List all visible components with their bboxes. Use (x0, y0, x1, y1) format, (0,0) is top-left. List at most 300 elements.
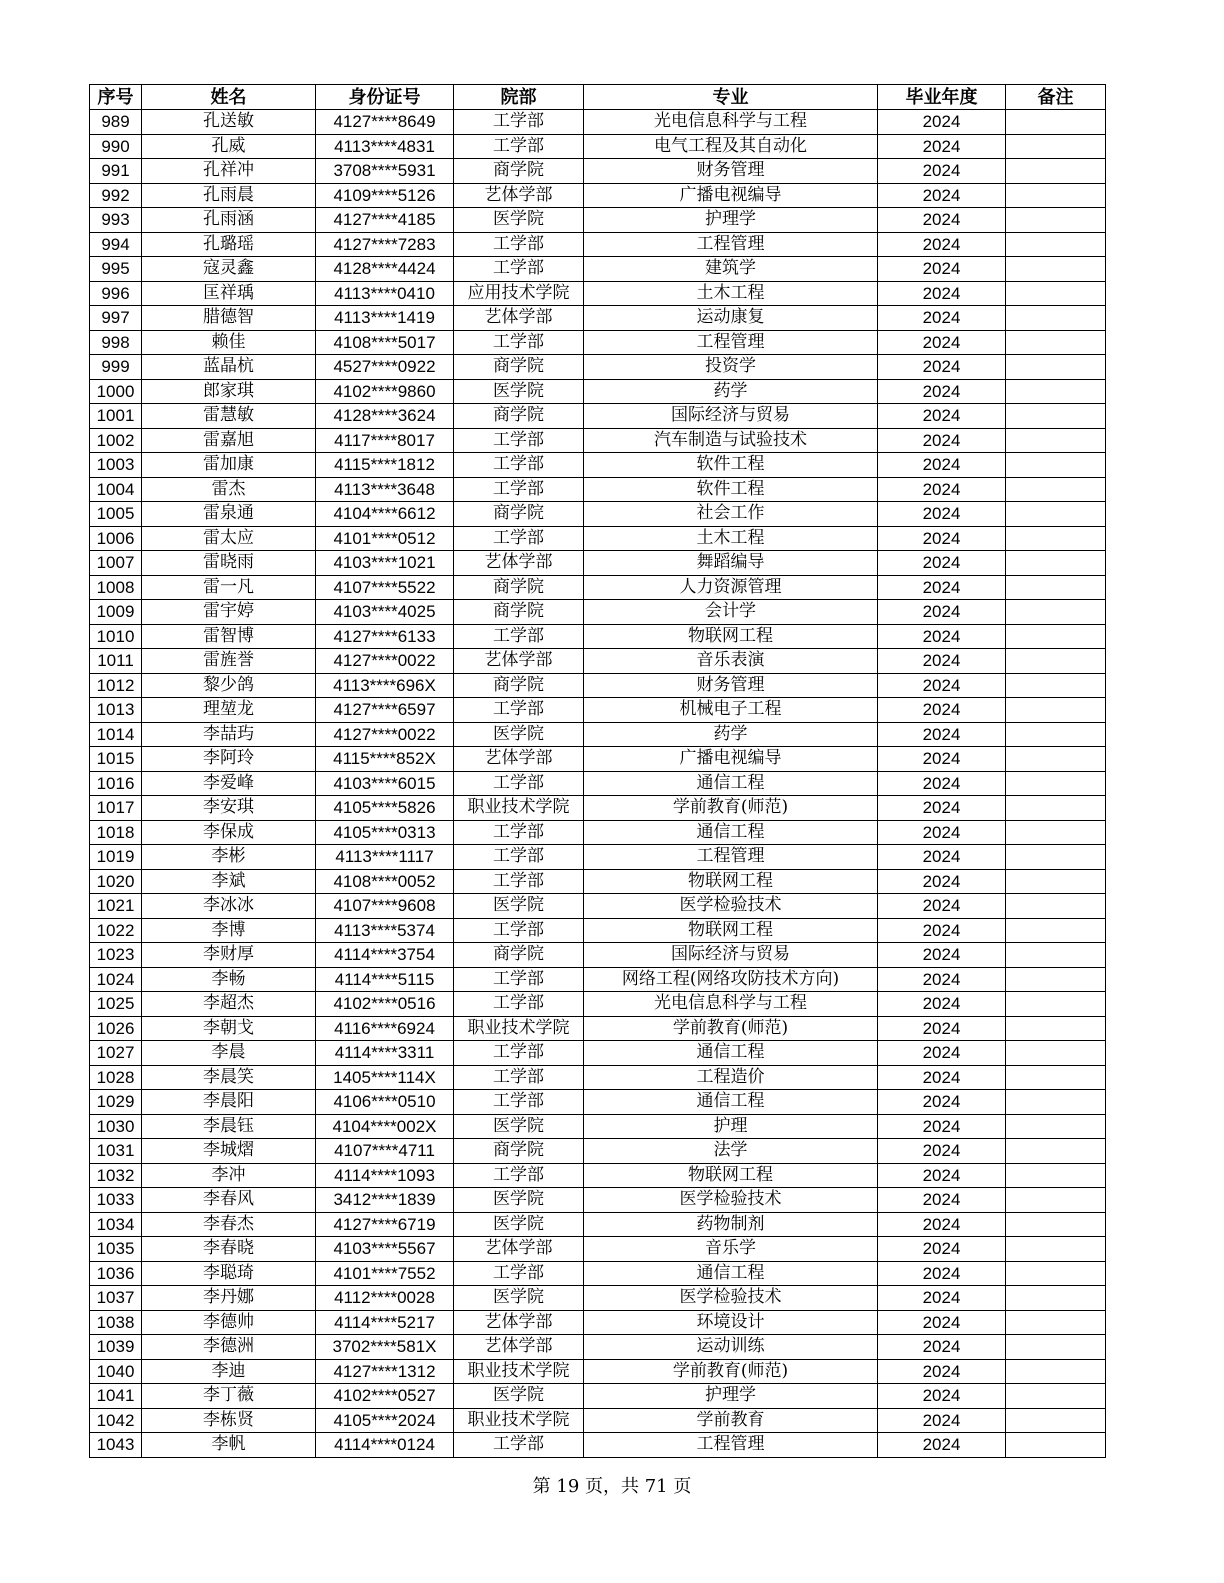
id-number-cell: 4112****0028 (316, 1286, 454, 1311)
table-row (90, 110, 1106, 135)
id-number-cell: 4113****1117 (316, 845, 454, 870)
major-cell: 音乐表演 (584, 649, 878, 674)
remarks-cell (1006, 1163, 1106, 1188)
remarks-cell (1006, 1090, 1106, 1115)
id-number-cell: 4115****852X (316, 747, 454, 772)
major-cell: 舞蹈编导 (584, 551, 878, 576)
department-cell: 商学院 (454, 404, 584, 429)
id-number-cell: 4127****6133 (316, 624, 454, 649)
department-cell: 医学院 (454, 1114, 584, 1139)
department-cell: 工学部 (454, 967, 584, 992)
graduation-year-cell: 2024 (878, 673, 1006, 698)
name-cell: 李春风 (142, 1188, 316, 1213)
major-cell: 学前教育 (584, 1408, 878, 1433)
department-cell: 工学部 (454, 1163, 584, 1188)
department-cell: 工学部 (454, 526, 584, 551)
header-remarks: 备注 (1006, 85, 1106, 110)
department-cell: 工学部 (454, 820, 584, 845)
department-cell: 商学院 (454, 575, 584, 600)
id-number-cell: 4127****4185 (316, 208, 454, 233)
remarks-cell (1006, 943, 1106, 968)
major-cell: 国际经济与贸易 (584, 404, 878, 429)
name-cell: 李保成 (142, 820, 316, 845)
major-cell: 会计学 (584, 600, 878, 625)
id-number-cell: 3412****1839 (316, 1188, 454, 1213)
name-cell: 赖佳 (142, 330, 316, 355)
table-row (90, 1163, 1106, 1188)
id-number-cell: 4113****5374 (316, 918, 454, 943)
table-row (90, 820, 1106, 845)
table-row (90, 208, 1106, 233)
graduation-year-cell: 2024 (878, 1408, 1006, 1433)
table-row (90, 771, 1106, 796)
seq-cell: 1034 (90, 1212, 142, 1237)
graduation-year-cell: 2024 (878, 1212, 1006, 1237)
remarks-cell (1006, 845, 1106, 870)
seq-cell: 1008 (90, 575, 142, 600)
id-number-cell: 4106****0510 (316, 1090, 454, 1115)
department-cell: 工学部 (454, 428, 584, 453)
major-cell: 机械电子工程 (584, 698, 878, 723)
graduation-year-cell: 2024 (878, 477, 1006, 502)
seq-cell: 989 (90, 110, 142, 135)
table-row (90, 1384, 1106, 1409)
id-number-cell: 4103****5567 (316, 1237, 454, 1262)
graduation-year-cell: 2024 (878, 502, 1006, 527)
graduation-year-cell: 2024 (878, 992, 1006, 1017)
id-number-cell: 4114****3311 (316, 1041, 454, 1066)
name-cell: 孔雨涵 (142, 208, 316, 233)
department-cell: 工学部 (454, 869, 584, 894)
department-cell: 工学部 (454, 477, 584, 502)
table-row (90, 796, 1106, 821)
graduation-year-cell: 2024 (878, 967, 1006, 992)
department-cell: 艺体学部 (454, 551, 584, 576)
id-number-cell: 4113****1419 (316, 306, 454, 331)
department-cell: 工学部 (454, 330, 584, 355)
seq-cell: 991 (90, 159, 142, 184)
graduation-year-cell: 2024 (878, 820, 1006, 845)
table-row (90, 1335, 1106, 1360)
graduation-year-cell: 2024 (878, 110, 1006, 135)
graduation-year-cell: 2024 (878, 845, 1006, 870)
name-cell: 李春杰 (142, 1212, 316, 1237)
major-cell: 软件工程 (584, 453, 878, 478)
remarks-cell (1006, 404, 1106, 429)
seq-cell: 1017 (90, 796, 142, 821)
department-cell: 工学部 (454, 257, 584, 282)
table-row (90, 1408, 1106, 1433)
id-number-cell: 4102****9860 (316, 379, 454, 404)
seq-cell: 999 (90, 355, 142, 380)
table-row (90, 1237, 1106, 1262)
remarks-cell (1006, 796, 1106, 821)
department-cell: 艺体学部 (454, 306, 584, 331)
table-row (90, 1065, 1106, 1090)
seq-cell: 1030 (90, 1114, 142, 1139)
seq-cell: 1015 (90, 747, 142, 772)
seq-cell: 997 (90, 306, 142, 331)
name-cell: 郎家琪 (142, 379, 316, 404)
id-number-cell: 4102****0516 (316, 992, 454, 1017)
seq-cell: 1037 (90, 1286, 142, 1311)
major-cell: 通信工程 (584, 820, 878, 845)
major-cell: 护理学 (584, 208, 878, 233)
graduation-year-cell: 2024 (878, 453, 1006, 478)
department-cell: 职业技术学院 (454, 1016, 584, 1041)
major-cell: 软件工程 (584, 477, 878, 502)
major-cell: 光电信息科学与工程 (584, 992, 878, 1017)
major-cell: 物联网工程 (584, 869, 878, 894)
table-row (90, 183, 1106, 208)
seq-cell: 1010 (90, 624, 142, 649)
table-row (90, 257, 1106, 282)
graduation-year-cell: 2024 (878, 869, 1006, 894)
name-cell: 李超杰 (142, 992, 316, 1017)
name-cell: 孔送敏 (142, 110, 316, 135)
seq-cell: 1004 (90, 477, 142, 502)
graduation-year-cell: 2024 (878, 1090, 1006, 1115)
major-cell: 通信工程 (584, 1261, 878, 1286)
graduation-year-cell: 2024 (878, 894, 1006, 919)
id-number-cell: 4103****6015 (316, 771, 454, 796)
seq-cell: 993 (90, 208, 142, 233)
remarks-cell (1006, 992, 1106, 1017)
graduation-year-cell: 2024 (878, 134, 1006, 159)
name-cell: 雷智博 (142, 624, 316, 649)
name-cell: 李晨阳 (142, 1090, 316, 1115)
name-cell: 雷晓雨 (142, 551, 316, 576)
table-row (90, 967, 1106, 992)
major-cell: 国际经济与贸易 (584, 943, 878, 968)
table-body (90, 110, 1106, 1458)
seq-cell: 1031 (90, 1139, 142, 1164)
seq-cell: 1021 (90, 894, 142, 919)
major-cell: 物联网工程 (584, 624, 878, 649)
table-row (90, 330, 1106, 355)
department-cell: 工学部 (454, 1261, 584, 1286)
table-row (90, 624, 1106, 649)
id-number-cell: 4107****9608 (316, 894, 454, 919)
remarks-cell (1006, 306, 1106, 331)
remarks-cell (1006, 379, 1106, 404)
seq-cell: 1016 (90, 771, 142, 796)
seq-cell: 1002 (90, 428, 142, 453)
seq-cell: 995 (90, 257, 142, 282)
major-cell: 运动训练 (584, 1335, 878, 1360)
id-number-cell: 4114****1093 (316, 1163, 454, 1188)
table-row (90, 1212, 1106, 1237)
remarks-cell (1006, 1286, 1106, 1311)
name-cell: 李朝戈 (142, 1016, 316, 1041)
name-cell: 孔威 (142, 134, 316, 159)
seq-cell: 992 (90, 183, 142, 208)
graduation-year-cell: 2024 (878, 1261, 1006, 1286)
graduation-year-cell: 2024 (878, 404, 1006, 429)
department-cell: 工学部 (454, 771, 584, 796)
department-cell: 医学院 (454, 722, 584, 747)
name-cell: 匡祥瑀 (142, 281, 316, 306)
department-cell: 工学部 (454, 1041, 584, 1066)
remarks-cell (1006, 747, 1106, 772)
id-number-cell: 4113****696X (316, 673, 454, 698)
table-row (90, 404, 1106, 429)
id-number-cell: 4114****5217 (316, 1310, 454, 1335)
id-number-cell: 1405****114X (316, 1065, 454, 1090)
major-cell: 物联网工程 (584, 918, 878, 943)
name-cell: 李德帅 (142, 1310, 316, 1335)
id-number-cell: 4104****002X (316, 1114, 454, 1139)
table-row (90, 1090, 1106, 1115)
remarks-cell (1006, 649, 1106, 674)
name-cell: 李彬 (142, 845, 316, 870)
seq-cell: 1003 (90, 453, 142, 478)
name-cell: 李畅 (142, 967, 316, 992)
remarks-cell (1006, 551, 1106, 576)
graduation-year-cell: 2024 (878, 624, 1006, 649)
page-number-footer: 第 19 页，共 71 页 (532, 1476, 692, 1497)
remarks-cell (1006, 1433, 1106, 1458)
remarks-cell (1006, 624, 1106, 649)
graduation-year-cell: 2024 (878, 232, 1006, 257)
major-cell: 工程管理 (584, 845, 878, 870)
seq-cell: 1027 (90, 1041, 142, 1066)
remarks-cell (1006, 894, 1106, 919)
table-row (90, 134, 1106, 159)
name-cell: 李喆玙 (142, 722, 316, 747)
id-number-cell: 4113****0410 (316, 281, 454, 306)
table-row (90, 992, 1106, 1017)
name-cell: 蓝晶杭 (142, 355, 316, 380)
id-number-cell: 4127****0022 (316, 649, 454, 674)
table-row (90, 869, 1106, 894)
id-number-cell: 3708****5931 (316, 159, 454, 184)
name-cell: 李晨 (142, 1041, 316, 1066)
name-cell: 雷嘉旭 (142, 428, 316, 453)
table-row (90, 722, 1106, 747)
department-cell: 医学院 (454, 208, 584, 233)
table-row (90, 918, 1106, 943)
department-cell: 工学部 (454, 1065, 584, 1090)
remarks-cell (1006, 967, 1106, 992)
department-cell: 医学院 (454, 1212, 584, 1237)
department-cell: 工学部 (454, 992, 584, 1017)
department-cell: 医学院 (454, 1384, 584, 1409)
graduation-year-cell: 2024 (878, 1188, 1006, 1213)
seq-cell: 1013 (90, 698, 142, 723)
name-cell: 雷太应 (142, 526, 316, 551)
department-cell: 艺体学部 (454, 747, 584, 772)
seq-cell: 1033 (90, 1188, 142, 1213)
major-cell: 工程管理 (584, 232, 878, 257)
major-cell: 人力资源管理 (584, 575, 878, 600)
department-cell: 艺体学部 (454, 1310, 584, 1335)
graduation-year-cell: 2024 (878, 575, 1006, 600)
name-cell: 孔雨晨 (142, 183, 316, 208)
id-number-cell: 4104****6612 (316, 502, 454, 527)
department-cell: 工学部 (454, 845, 584, 870)
id-number-cell: 4115****1812 (316, 453, 454, 478)
remarks-cell (1006, 1041, 1106, 1066)
seq-cell: 1028 (90, 1065, 142, 1090)
remarks-cell (1006, 1188, 1106, 1213)
graduation-year-cell: 2024 (878, 1163, 1006, 1188)
table-header-row (90, 85, 1106, 110)
major-cell: 音乐学 (584, 1237, 878, 1262)
id-number-cell: 4114****0124 (316, 1433, 454, 1458)
department-cell: 职业技术学院 (454, 1359, 584, 1384)
remarks-cell (1006, 771, 1106, 796)
name-cell: 理堃龙 (142, 698, 316, 723)
graduation-year-cell: 2024 (878, 1433, 1006, 1458)
header-department: 院部 (454, 85, 584, 110)
name-cell: 李冲 (142, 1163, 316, 1188)
name-cell: 李聪琦 (142, 1261, 316, 1286)
id-number-cell: 4107****4711 (316, 1139, 454, 1164)
name-cell: 李博 (142, 918, 316, 943)
name-cell: 李丹娜 (142, 1286, 316, 1311)
name-cell: 雷一凡 (142, 575, 316, 600)
remarks-cell (1006, 183, 1106, 208)
name-cell: 李阿玲 (142, 747, 316, 772)
table-row (90, 379, 1106, 404)
major-cell: 医学检验技术 (584, 1188, 878, 1213)
seq-cell: 1041 (90, 1384, 142, 1409)
seq-cell: 1009 (90, 600, 142, 625)
name-cell: 孔祥冲 (142, 159, 316, 184)
seq-cell: 1001 (90, 404, 142, 429)
remarks-cell (1006, 1139, 1106, 1164)
name-cell: 李丁薇 (142, 1384, 316, 1409)
remarks-cell (1006, 1016, 1106, 1041)
seq-cell: 1011 (90, 649, 142, 674)
table-row (90, 1359, 1106, 1384)
major-cell: 广播电视编导 (584, 183, 878, 208)
major-cell: 电气工程及其自动化 (584, 134, 878, 159)
name-cell: 李晨钰 (142, 1114, 316, 1139)
name-cell: 雷旌誉 (142, 649, 316, 674)
remarks-cell (1006, 453, 1106, 478)
department-cell: 工学部 (454, 232, 584, 257)
remarks-cell (1006, 1408, 1106, 1433)
major-cell: 法学 (584, 1139, 878, 1164)
table-row (90, 1310, 1106, 1335)
table-row (90, 845, 1106, 870)
header-seq: 序号 (90, 85, 142, 110)
seq-cell: 1000 (90, 379, 142, 404)
seq-cell: 1020 (90, 869, 142, 894)
remarks-cell (1006, 1065, 1106, 1090)
seq-cell: 1035 (90, 1237, 142, 1262)
major-cell: 通信工程 (584, 1090, 878, 1115)
graduation-year-cell: 2024 (878, 551, 1006, 576)
department-cell: 工学部 (454, 698, 584, 723)
remarks-cell (1006, 600, 1106, 625)
id-number-cell: 4127****6719 (316, 1212, 454, 1237)
graduation-year-cell: 2024 (878, 1237, 1006, 1262)
name-cell: 孔璐瑶 (142, 232, 316, 257)
table-row (90, 232, 1106, 257)
remarks-cell (1006, 1384, 1106, 1409)
major-cell: 财务管理 (584, 159, 878, 184)
id-number-cell: 4103****1021 (316, 551, 454, 576)
name-cell: 雷宇婷 (142, 600, 316, 625)
remarks-cell (1006, 330, 1106, 355)
major-cell: 工程管理 (584, 330, 878, 355)
department-cell: 工学部 (454, 1090, 584, 1115)
id-number-cell: 4103****4025 (316, 600, 454, 625)
table-row (90, 453, 1106, 478)
remarks-cell (1006, 134, 1106, 159)
remarks-cell (1006, 1359, 1106, 1384)
table-row (90, 1433, 1106, 1458)
graduation-year-cell: 2024 (878, 1139, 1006, 1164)
seq-cell: 1036 (90, 1261, 142, 1286)
id-number-cell: 4116****6924 (316, 1016, 454, 1041)
id-number-cell: 4128****4424 (316, 257, 454, 282)
table-row (90, 526, 1106, 551)
seq-cell: 1005 (90, 502, 142, 527)
remarks-cell (1006, 918, 1106, 943)
department-cell: 商学院 (454, 673, 584, 698)
seq-cell: 1040 (90, 1359, 142, 1384)
department-cell: 商学院 (454, 355, 584, 380)
table-row (90, 551, 1106, 576)
table-row (90, 1041, 1106, 1066)
id-number-cell: 4127****8649 (316, 110, 454, 135)
major-cell: 学前教育(师范) (584, 796, 878, 821)
graduation-year-cell: 2024 (878, 600, 1006, 625)
graduation-year-cell: 2024 (878, 330, 1006, 355)
graduation-year-cell: 2024 (878, 722, 1006, 747)
department-cell: 艺体学部 (454, 1237, 584, 1262)
seq-cell: 996 (90, 281, 142, 306)
remarks-cell (1006, 281, 1106, 306)
id-number-cell: 4117****8017 (316, 428, 454, 453)
department-cell: 商学院 (454, 600, 584, 625)
table-row (90, 1286, 1106, 1311)
major-cell: 社会工作 (584, 502, 878, 527)
id-number-cell: 4102****0527 (316, 1384, 454, 1409)
department-cell: 工学部 (454, 134, 584, 159)
remarks-cell (1006, 110, 1106, 135)
remarks-cell (1006, 526, 1106, 551)
graduation-year-cell: 2024 (878, 747, 1006, 772)
table-row (90, 600, 1106, 625)
major-cell: 光电信息科学与工程 (584, 110, 878, 135)
major-cell: 汽车制造与试验技术 (584, 428, 878, 453)
seq-cell: 1042 (90, 1408, 142, 1433)
seq-cell: 1024 (90, 967, 142, 992)
table-row (90, 355, 1106, 380)
seq-cell: 1012 (90, 673, 142, 698)
major-cell: 通信工程 (584, 771, 878, 796)
table-row (90, 943, 1106, 968)
graduation-year-cell: 2024 (878, 379, 1006, 404)
table-row (90, 159, 1106, 184)
id-number-cell: 4105****5826 (316, 796, 454, 821)
remarks-cell (1006, 673, 1106, 698)
table-row (90, 281, 1106, 306)
major-cell: 投资学 (584, 355, 878, 380)
seq-cell: 1029 (90, 1090, 142, 1115)
graduation-year-cell: 2024 (878, 943, 1006, 968)
seq-cell: 1039 (90, 1335, 142, 1360)
id-number-cell: 4127****1312 (316, 1359, 454, 1384)
remarks-cell (1006, 1310, 1106, 1335)
graduation-year-cell: 2024 (878, 1114, 1006, 1139)
table-row (90, 1139, 1106, 1164)
